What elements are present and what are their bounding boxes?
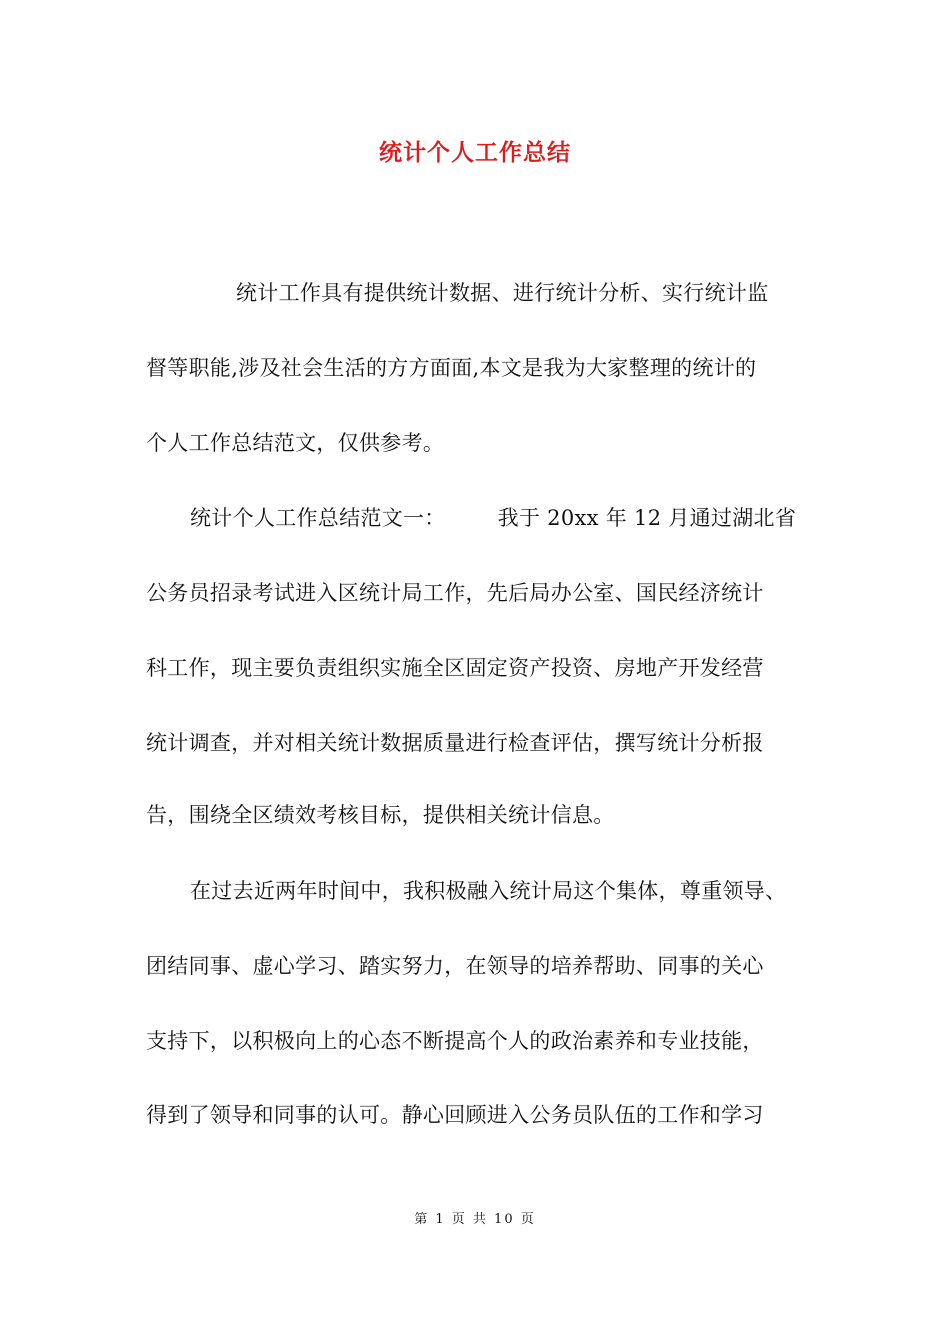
paragraph-line: 科工作，现主要负责组织实施全区固定资产投资、房地产开发经营 xyxy=(146,656,764,680)
paragraph-line: 支持下，以积极向上的心态不断提高个人的政治素养和专业技能， xyxy=(146,1029,764,1053)
paragraph-line: 团结同事、虚心学习、踏实努力，在领导的培养帮助、同事的关心 xyxy=(146,954,764,978)
paragraph-line: 督等职能,涉及社会生活的方方面面,本文是我为大家整理的统计的 xyxy=(146,356,757,380)
paragraph-line xyxy=(146,503,870,533)
section-heading: 统计个人工作总结范文一： xyxy=(190,506,446,530)
paragraph-line: 在过去近两年时间中，我积极融入统计局这个集体，尊重领导、 xyxy=(190,879,787,903)
paragraph-text: 我于 20xx 年 12 月通过湖北省 xyxy=(497,506,797,530)
page-number: 第 1 页 共 10 页 xyxy=(414,1212,536,1227)
paragraph-line: 统计调查，并对相关统计数据质量进行检查评估，撰写统计分析报 xyxy=(146,731,764,755)
paragraph-line: 告，围绕全区绩效考核目标，提供相关统计信息。 xyxy=(146,803,615,827)
paragraph-line: 统计工作具有提供统计数据、进行统计分析、实行统计监 xyxy=(236,281,769,305)
paragraph-line: 个人工作总结范文，仅供参考。 xyxy=(146,431,445,455)
document-title: 统计个人工作总结 xyxy=(379,139,571,166)
paragraph-line: 得到了领导和同事的认可。静心回顾进入公务员队伍的工作和学习 xyxy=(146,1103,764,1127)
paragraph-line: 公务员招录考试进入区统计局工作，先后局办公室、国民经济统计 xyxy=(146,581,764,605)
